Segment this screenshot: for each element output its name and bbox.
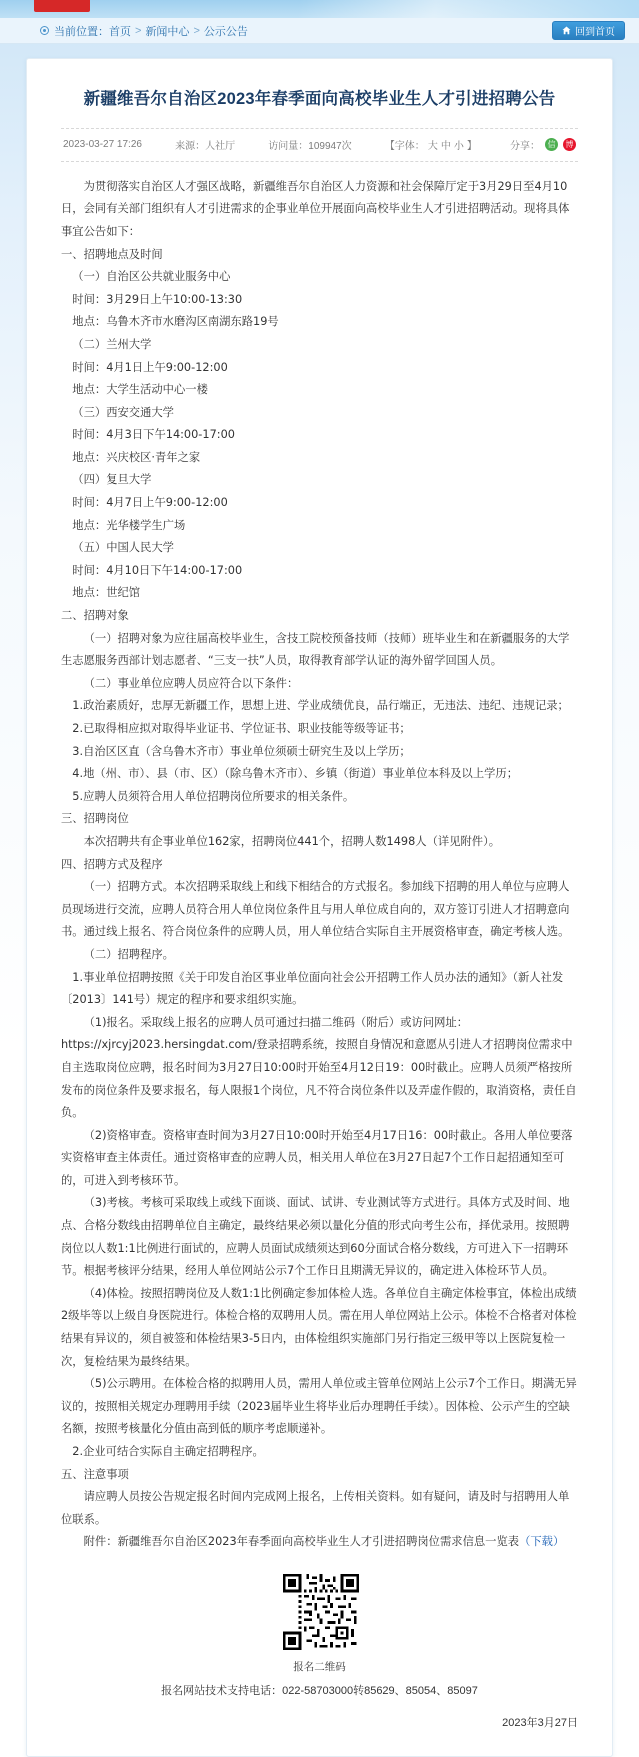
breadcrumb-separator: > [135,24,142,37]
attachment-download-link[interactable]: （下载） [519,1535,565,1549]
section-heading: 一、招聘地点及时间 [61,247,163,261]
font-size-large[interactable]: 大 [427,140,438,152]
paragraph: （二）事业单位应聘人员应符合以下条件： [83,676,299,690]
paragraph: （四）复旦大学 [72,473,152,487]
banner-logo-block [34,0,90,12]
paragraph: 3.自治区区直（含乌鲁木齐市）事业单位须硕士研究生及以上学历； [72,744,411,758]
section-heading: 二、招聘对象 [61,609,129,623]
registration-qr-code [279,1570,361,1652]
paragraph: （一）自治区公共就业服务中心 [72,270,231,284]
publish-date: 2023-03-27 17:26 [63,138,142,150]
attachment-title: 新疆维吾尔自治区2023年春季面向高校毕业生人才引进招聘岗位需求信息一览表 [117,1535,520,1549]
section-heading: 五、注意事项 [61,1467,129,1481]
font-size-controls [385,137,477,152]
view-count: 访问量：109947次 [268,140,352,152]
paragraph: 时间：3月29日上午10:00-13:30 [72,292,243,306]
paragraph: （2)资格审查。资格审查时间为3月27日10:00时开始至4月17日16：00时截止。各用人单位要落实资格审查主体责任。通过资格审查的应聘人员，相关用人单位在3月27日起7个工作日起招通知至可的，可进入到考核环节。 [61,1128,573,1187]
paragraph: （3)考核。考核可采取线上或线下面谈、面试、试讲、专业测试等方式进行。具体方式及时间、地点、合格分数线由招聘单位自主确定，最终结果必须以量化分值的形式向考生公布，择优录用。按照聘岗位以人数1:1比例进行面试的，应聘人员面试成绩须达到60分面试合格分数线，方可进入下一招聘环节。根据考核评分结果，经用人单位网站公示7个工作日且期满无异议的，确定进入体检环节人员。 [61,1196,570,1278]
paragraph: 地点：大学生活动中心一楼 [72,383,208,397]
breadcrumb-item-announcements[interactable]: 公示公告 [203,25,248,38]
paragraph: 本次招聘共有企事业单位162家，招聘岗位441个，招聘人数1498人（详见附件）。 [83,834,501,848]
paragraph: （二）招聘程序。 [83,947,174,961]
paragraph: 地点：兴庆校区·青年之家 [72,450,201,464]
paragraph: 1.事业单位招聘按照《关于印发自治区事业单位面向社会公开招聘工作人员办法的通知》（新人社发〔2013〕141号）规定的程序和要求组织实施。 [61,970,564,1007]
article-body [61,176,578,1554]
article-card [26,58,613,1757]
breadcrumb-label: 当前位置： [54,25,109,38]
paragraph: 地点：光华楼学生广场 [72,518,186,532]
share-controls [510,137,576,152]
attachment-row [61,1531,578,1554]
paragraph: （5)公示聘用。在体检合格的拟聘用人员，需用人单位或主管单位网站上公示7个工作日。期满无异议的，按照相关规定办理聘用手续（2023届毕业生将毕业后办理聘任手续）。因体检、公示产生的空缺名额，按照考核量化分值由高到低的顺序考虑顺递补。 [61,1377,577,1436]
paragraph: （五）中国人民大学 [72,541,174,555]
breadcrumb-item-home[interactable]: 首页 [109,25,131,38]
banner-image [299,0,639,18]
paragraph: （二）兰州大学 [72,337,152,351]
font-size-medium[interactable]: 中 [440,140,451,152]
font-size-label: 【字体： [384,140,425,152]
support-phone: 报名网站技术支持电话：022-58703000转85629、85054、85097 [161,1684,478,1697]
location-icon [40,26,49,35]
paragraph: （三）西安交通大学 [72,405,174,419]
section-heading: 三、招聘岗位 [61,812,129,826]
back-to-home-label: 回到首页 [575,27,615,38]
home-icon [562,26,571,35]
paragraph: 时间：4月1日上午9:00-12:00 [72,360,228,374]
breadcrumb-item-news[interactable]: 新闻中心 [145,25,190,38]
back-to-home-button[interactable] [552,21,625,40]
font-size-small[interactable]: 小 [453,140,464,152]
breadcrumb [0,18,639,44]
paragraph: 2.已取得相应拟对取得毕业证书、学位证书、职业技能等级等证书； [72,722,411,735]
paragraph: 地点：世纪馆 [72,586,141,600]
site-banner [0,0,639,18]
paragraph: 为贯彻落实自治区人才强区战略，新疆维吾尔自治区人力资源和社会保障厅定于3月29日至4月10日，会同有关部门组织有人才引进需求的企事业单位开展面向高校毕业生人才引进招聘活动。现将具体事宜公告如下： [61,179,570,238]
qr-caption: 报名二维码 [293,1660,346,1673]
paragraph: （一）招聘对象为应往届高校毕业生，含技工院校预备技师（技师）班毕业生和在新疆服务的大学生志愿服务西部计划志愿者、“三支一扶”人员，取得教育部学认证的海外留学回国人员。 [61,631,570,668]
font-size-label-end: 】 [466,140,477,152]
attachment-label: 附件： [83,1535,118,1549]
paragraph: 地点：乌鲁木齐市水磨沟区南湖东路19号 [72,315,279,329]
article-source: 来源：人社厅 [175,140,236,152]
paragraph: 1.政治素质好，忠厚无新疆工作，思想上进、学业成绩优良，品行端正，无违法、违纪、违规记录； [72,699,569,713]
paragraph: （4)体检。按照招聘岗位及人数1:1比例确定参加体检人选。各单位自主确定体检事宜，体检出成绩2级毕等以上级自身医院进行。体检合格的双聘用人员。需在用人单位网站上公示。体检不合格者对体检结果有异议的，须自被签和体检结果3-5日内，由体检组织实施部门另行指定三级甲等以上医院复检一次，复检结果为最终结果。 [61,1286,577,1368]
page-title: 新疆维吾尔自治区2023年春季面向高校毕业生人才引进招聘公告 [83,90,556,108]
weibo-icon[interactable]: 博 [563,138,576,151]
signature-date: 2023年3月27日 [502,1716,578,1729]
paragraph: 时间：4月3日下午14:00-17:00 [72,428,235,442]
breadcrumb-separator: > [193,24,200,37]
section-heading: 四、招聘方式及程序 [61,857,163,871]
article-meta [61,129,578,162]
paragraph: （1)报名。采取线上报名的应聘人员可通过扫描二维码（附后）或访问网址：https://xjrcyj2023.hersingdat.com/登录招聘系统，按照自身情况和意愿从引进人才招聘岗位需求中自主选取岗位应聘，报名时间为3月27日10:00时开始至4月12日19：00时截止。应聘人员须严格按所发布的岗位条件及要求报名，每人限报1个岗位，凡不符合岗位条件以及弄虚作假的，取消资格，责任自负。 [61,1015,577,1120]
paragraph: 5.应聘人员须符合用人单位招聘岗位所要求的相关条件。 [72,789,355,803]
paragraph: 2.企业可结合实际自主确定招聘程序。 [72,1445,264,1458]
paragraph: 时间：4月10日下午14:00-17:00 [72,563,243,577]
paragraph: 4.地（州、市）、县（市、区）（除乌鲁木齐市）、乡镇（街道）事业单位本科及以上学历； [72,767,519,781]
wechat-icon[interactable]: 信 [545,138,558,151]
paragraph: （一）招聘方式。本次招聘采取线上和线下相结合的方式报名。参加线下招聘的用人单位与应聘人员现场进行交流，应聘人员符合用人单位岗位条件且与用人单位成自向的，双方签订引进人才招聘意向书。通过线上报名、符合岗位条件的应聘人员，用人单位结合实际自主开展资格审查，确定考核人选。 [61,880,570,939]
qr-code-block [279,1570,361,1652]
paragraph: 时间：4月7日上午9:00-12:00 [72,496,228,510]
share-label: 分享： [509,140,540,152]
paragraph: 请应聘人员按公告规定报名时间内完成网上报名，上传相关资料。如有疑问，请及时与招聘用人单位联系。 [61,1490,570,1526]
